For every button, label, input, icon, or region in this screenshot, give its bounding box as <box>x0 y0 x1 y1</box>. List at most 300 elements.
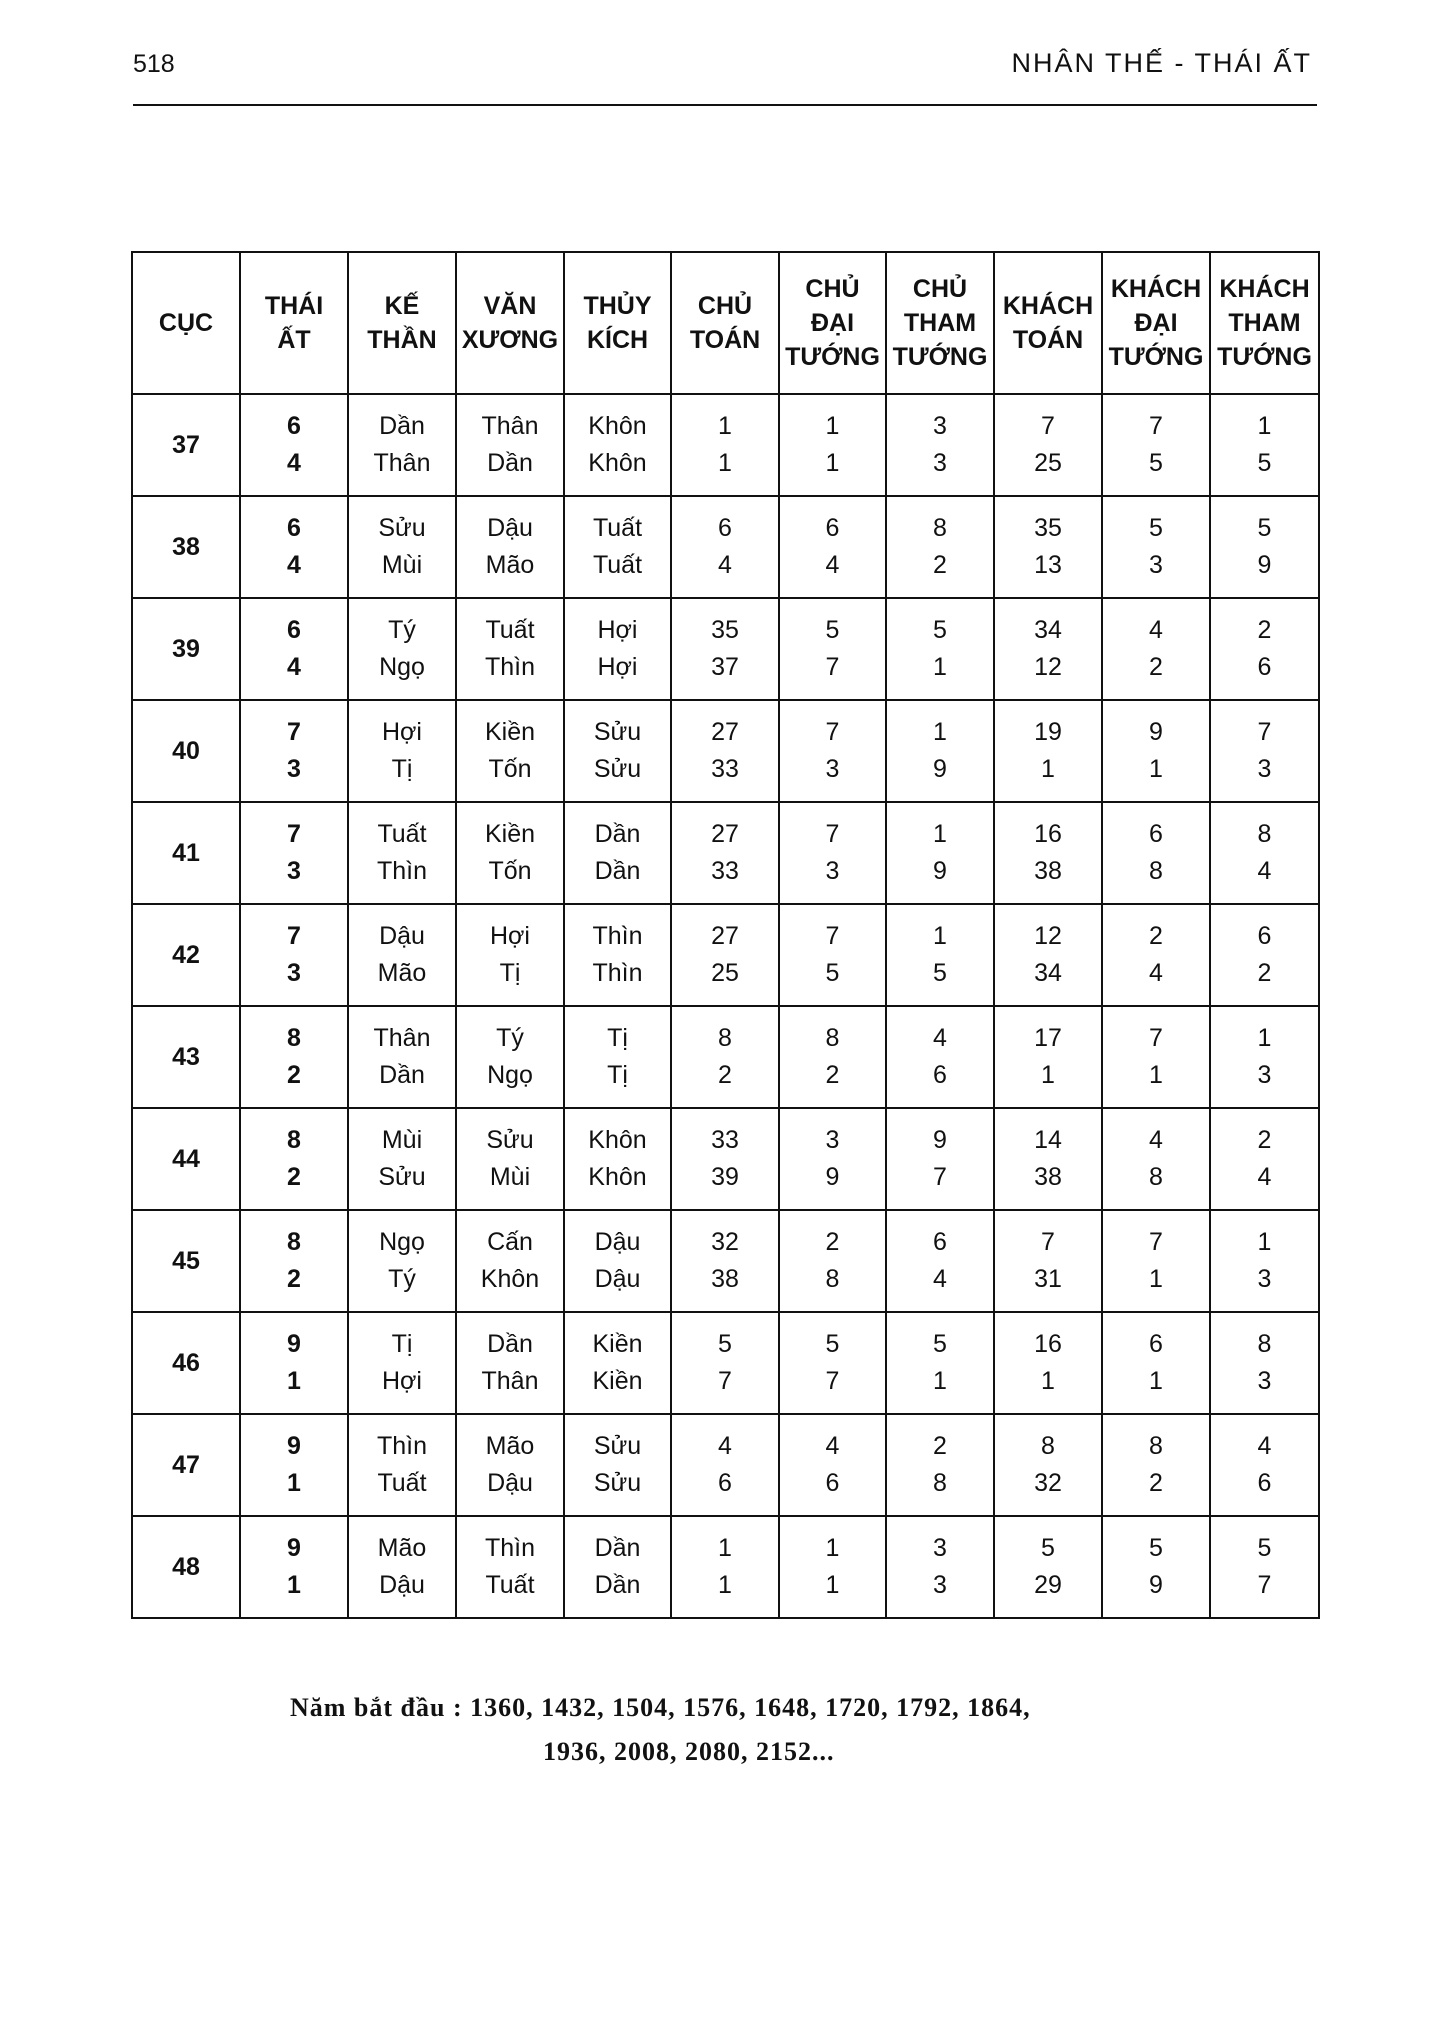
cell-value: Tị <box>391 1330 413 1358</box>
cell-value: 7 <box>1257 718 1272 746</box>
cell-value: Dậu <box>594 1265 641 1293</box>
table-cell <box>456 700 564 802</box>
table-cell <box>886 904 994 1006</box>
cell-value: 2 <box>1149 653 1163 681</box>
cuc-number: 45 <box>132 1210 240 1312</box>
cell-value: 2 <box>825 1228 840 1256</box>
table-cell <box>1210 1516 1319 1618</box>
cell-value: 7 <box>933 1163 947 1191</box>
column-header <box>564 252 671 394</box>
cell-value: Dậu <box>487 514 533 542</box>
table-cell <box>240 496 348 598</box>
cell-value: 2 <box>287 1061 301 1089</box>
cell-value: 7 <box>287 922 301 950</box>
column-header-line: CHỦ <box>697 292 753 320</box>
cell-value: 6 <box>1149 1330 1163 1358</box>
cell-value: 6 <box>933 1061 947 1089</box>
cell-value: Tý <box>388 1265 416 1293</box>
cell-value: Cấn <box>487 1228 533 1256</box>
cuc-number: 43 <box>132 1006 240 1108</box>
cell-value: 3 <box>933 1534 947 1562</box>
table-cell <box>779 1516 886 1618</box>
table-cell <box>348 598 456 700</box>
cell-value: 6 <box>825 1469 840 1497</box>
cuc-number: 37 <box>132 394 240 496</box>
cell-value: 16 <box>1034 820 1062 848</box>
column-header-line: TOÁN <box>689 326 761 354</box>
cell-value: 7 <box>825 718 840 746</box>
column-header-line: KHÁCH <box>1110 275 1202 303</box>
table-cell <box>564 1006 671 1108</box>
table-cell <box>456 1414 564 1516</box>
cell-value: Dậu <box>379 1571 425 1599</box>
cell-value: 7 <box>1041 412 1055 440</box>
table-cell <box>1102 1312 1210 1414</box>
cell-value: Mão <box>485 1432 535 1460</box>
table-cell <box>456 496 564 598</box>
table-cell <box>779 496 886 598</box>
table-cell <box>240 904 348 1006</box>
cell-value: 4 <box>718 1432 732 1460</box>
cell-value: 9 <box>287 1330 301 1358</box>
table-cell <box>671 1312 779 1414</box>
table-cell <box>779 598 886 700</box>
table-cell <box>1102 802 1210 904</box>
cell-value: 3 <box>1257 1061 1272 1089</box>
cell-value: 8 <box>718 1024 732 1052</box>
column-header-line: TƯỚNG <box>892 343 988 371</box>
footer-line-1: Năm bắt đầu : 1360, 1432, 1504, 1576, 1648, 1720, 1792, 1864, <box>290 1693 1031 1722</box>
table-cell <box>886 1414 994 1516</box>
cell-value: 1 <box>1149 1367 1163 1395</box>
table-cell <box>348 1516 456 1618</box>
cell-value: 3 <box>1257 1367 1272 1395</box>
column-header <box>1102 252 1210 394</box>
cell-value: Dần <box>594 820 641 848</box>
cell-value: Hợi <box>489 922 530 950</box>
cell-value: 1 <box>1149 1265 1163 1293</box>
cell-value: Dậu <box>379 922 425 950</box>
column-header <box>240 252 348 394</box>
cell-value: Tuất <box>485 616 535 644</box>
cell-value: 1 <box>1257 1024 1272 1052</box>
cell-value: Sửu <box>378 1163 426 1191</box>
table-cell <box>1102 598 1210 700</box>
table-cell <box>1102 394 1210 496</box>
cell-value: Sửu <box>593 1469 642 1497</box>
cell-value: 4 <box>287 551 301 579</box>
table-row <box>132 1414 1319 1516</box>
cell-value: Tuất <box>592 514 643 542</box>
cell-value: 5 <box>1257 514 1272 542</box>
cell-value: 9 <box>1149 1571 1163 1599</box>
header-row <box>132 252 1319 394</box>
table-cell <box>240 1210 348 1312</box>
cell-value: Kiền <box>592 1330 643 1358</box>
cell-value: 33 <box>711 1126 739 1154</box>
table-cell <box>240 1414 348 1516</box>
header-rule <box>133 104 1317 106</box>
column-header-line: THẦN <box>367 326 437 354</box>
column-header <box>779 252 886 394</box>
table-cell <box>1102 700 1210 802</box>
table-cell <box>348 1210 456 1312</box>
cell-value: 13 <box>1034 551 1062 579</box>
cell-value: 7 <box>287 820 301 848</box>
cell-value: 5 <box>1149 449 1163 477</box>
table-cell <box>994 1210 1102 1312</box>
cell-value: Khôn <box>588 449 647 477</box>
cell-value: Thân <box>481 412 539 440</box>
cell-value: 9 <box>287 1432 301 1460</box>
cell-value: Ngọ <box>379 653 425 681</box>
cell-value: Tuất <box>377 1469 427 1497</box>
cell-value: Kiền <box>484 820 536 848</box>
cell-value: 7 <box>1149 1024 1163 1052</box>
table-cell <box>1102 1210 1210 1312</box>
cell-value: 9 <box>1149 718 1163 746</box>
table-cell <box>994 802 1102 904</box>
cuc-number: 40 <box>132 700 240 802</box>
table-cell <box>564 1414 671 1516</box>
cell-value: Dần <box>594 857 641 885</box>
table-cell <box>564 1312 671 1414</box>
column-header <box>671 252 779 394</box>
cell-value: 1 <box>933 718 947 746</box>
cell-value: 34 <box>1034 959 1062 987</box>
cell-value: Dần <box>594 1534 641 1562</box>
cell-value: 16 <box>1034 1330 1062 1358</box>
table-cell <box>886 496 994 598</box>
cell-value: Tốn <box>488 857 532 885</box>
cell-value: 2 <box>933 1432 947 1460</box>
cell-value: 12 <box>1034 653 1062 681</box>
table-cell <box>671 394 779 496</box>
cell-value: 27 <box>711 718 739 746</box>
cell-value: 31 <box>1034 1265 1062 1293</box>
table-cell <box>456 802 564 904</box>
cell-value: 3 <box>825 755 840 783</box>
cell-value: Ngọ <box>379 1228 425 1256</box>
cell-value: 6 <box>718 514 732 542</box>
table-cell <box>564 802 671 904</box>
cell-value: 1 <box>933 653 947 681</box>
cell-value: 7 <box>1149 412 1163 440</box>
table-cell <box>994 1108 1102 1210</box>
cell-value: 2 <box>1257 959 1272 987</box>
cell-value: 6 <box>1257 653 1272 681</box>
cell-value: Ngọ <box>487 1061 533 1089</box>
cell-value: 1 <box>718 412 732 440</box>
table-cell <box>240 1006 348 1108</box>
table-cell <box>779 904 886 1006</box>
cell-value: Sửu <box>378 514 426 542</box>
cell-value: 9 <box>287 1534 301 1562</box>
cuc-table <box>131 251 1320 1619</box>
table-cell <box>1102 1108 1210 1210</box>
table-cell <box>1210 1210 1319 1312</box>
cell-value: 2 <box>1149 1469 1163 1497</box>
column-header-line: KÍCH <box>586 326 649 354</box>
cell-value: 38 <box>711 1265 739 1293</box>
cell-value: 6 <box>1257 1469 1272 1497</box>
table-cell <box>779 1210 886 1312</box>
cell-value: 6 <box>287 514 301 542</box>
column-header-line: XƯƠNG <box>461 326 559 354</box>
cell-value: Tị <box>607 1061 628 1089</box>
cell-value: 6 <box>718 1469 732 1497</box>
cell-value: Thân <box>481 1367 539 1395</box>
column-header-line: THÁI <box>264 292 324 320</box>
cell-value: Tuất <box>592 551 643 579</box>
table-cell <box>886 1516 994 1618</box>
cell-value: 5 <box>1257 1534 1272 1562</box>
column-header-line: TƯỚNG <box>1217 343 1312 371</box>
cell-value: 4 <box>287 653 301 681</box>
table-cell <box>886 598 994 700</box>
cell-value: 6 <box>1149 820 1163 848</box>
table-row <box>132 1210 1319 1312</box>
table-cell <box>456 1006 564 1108</box>
cell-value: 8 <box>1257 1330 1272 1358</box>
table-cell <box>456 1108 564 1210</box>
column-header-line: CỤC <box>158 309 214 337</box>
cell-value: 9 <box>933 1126 947 1154</box>
cell-value: 5 <box>825 616 840 644</box>
table-cell <box>456 1210 564 1312</box>
cell-value: 7 <box>825 820 840 848</box>
cell-value: 7 <box>825 653 840 681</box>
cell-value: Dần <box>487 449 533 477</box>
cell-value: 1 <box>1257 412 1272 440</box>
table-cell <box>1102 904 1210 1006</box>
table-cell <box>1102 1414 1210 1516</box>
table-row <box>132 904 1319 1006</box>
cell-value: 5 <box>825 1330 840 1358</box>
cell-value: Dần <box>594 1571 641 1599</box>
column-header-line: TOÁN <box>1012 326 1084 354</box>
table-cell <box>1102 1516 1210 1618</box>
cell-value: 6 <box>1257 922 1272 950</box>
cell-value: 3 <box>1257 755 1272 783</box>
column-header-line: KẾ <box>384 292 420 320</box>
table-cell <box>994 904 1102 1006</box>
footer-note <box>290 1686 1290 1774</box>
cell-value: 3 <box>825 857 840 885</box>
column-header-line: ĐẠI <box>1134 309 1178 337</box>
cell-value: 1 <box>825 1571 840 1599</box>
cell-value: 14 <box>1034 1126 1062 1154</box>
table-row <box>132 1312 1319 1414</box>
table-row <box>132 598 1319 700</box>
table-cell <box>994 700 1102 802</box>
cell-value: 7 <box>1257 1571 1272 1599</box>
table-cell <box>1210 700 1319 802</box>
table-cell <box>1210 394 1319 496</box>
table-cell <box>564 1516 671 1618</box>
cell-value: Thìn <box>376 857 428 885</box>
table-cell <box>1210 496 1319 598</box>
table-cell <box>994 598 1102 700</box>
table-cell <box>348 1006 456 1108</box>
cell-value: Thìn <box>484 1534 536 1562</box>
cell-value: 2 <box>1149 922 1163 950</box>
column-header <box>886 252 994 394</box>
cell-value: 2 <box>933 551 947 579</box>
cell-value: Mão <box>377 959 427 987</box>
table-cell <box>564 904 671 1006</box>
table-row <box>132 496 1319 598</box>
cell-value: 8 <box>287 1228 301 1256</box>
cell-value: Tị <box>391 755 413 783</box>
cell-value: 8 <box>933 1469 947 1497</box>
cell-value: 37 <box>711 653 739 681</box>
table-cell <box>886 1006 994 1108</box>
cell-value: 5 <box>933 616 947 644</box>
table-cell <box>564 496 671 598</box>
cell-value: Hợi <box>381 718 422 746</box>
cell-value: 4 <box>718 551 732 579</box>
cell-value: 9 <box>825 1163 840 1191</box>
table-cell <box>779 1312 886 1414</box>
cell-value: Dần <box>379 412 425 440</box>
cell-value: 8 <box>1149 1163 1163 1191</box>
table-cell <box>240 700 348 802</box>
cell-value: 1 <box>287 1367 301 1395</box>
cell-value: 1 <box>287 1469 301 1497</box>
cell-value: 6 <box>825 514 840 542</box>
table-row <box>132 394 1319 496</box>
table-cell <box>348 394 456 496</box>
cell-value: Khôn <box>588 412 647 440</box>
cell-value: Sửu <box>593 718 642 746</box>
cell-value: Mùi <box>489 1163 531 1191</box>
cell-value: Thìn <box>592 959 643 987</box>
cell-value: 2 <box>287 1163 301 1191</box>
cell-value: Hợi <box>597 653 638 681</box>
cell-value: 1 <box>1041 1367 1055 1395</box>
table-cell <box>348 1312 456 1414</box>
table-cell <box>240 1108 348 1210</box>
cuc-number: 47 <box>132 1414 240 1516</box>
table-cell <box>671 802 779 904</box>
table-cell <box>779 1414 886 1516</box>
column-header-line: THỦY <box>583 292 652 320</box>
cell-value: Thìn <box>592 922 643 950</box>
table-cell <box>1102 496 1210 598</box>
column-header-line: TƯỚNG <box>785 343 880 371</box>
table-cell <box>240 802 348 904</box>
cell-value: 4 <box>825 1432 840 1460</box>
footer-line-2: 1936, 2008, 2080, 2152... <box>543 1737 835 1766</box>
cell-value: Mùi <box>381 1126 423 1154</box>
cell-value: 8 <box>1149 1432 1163 1460</box>
cell-value: 8 <box>933 514 947 542</box>
cell-value: 39 <box>711 1163 739 1191</box>
cuc-number: 39 <box>132 598 240 700</box>
column-header <box>456 252 564 394</box>
cell-value: 4 <box>1257 1163 1272 1191</box>
cell-value: 7 <box>287 718 301 746</box>
table-cell <box>1102 1006 1210 1108</box>
table-cell <box>348 904 456 1006</box>
cell-value: 1 <box>718 449 732 477</box>
table-cell <box>671 700 779 802</box>
column-header <box>132 252 240 394</box>
cell-value: 27 <box>711 820 739 848</box>
cell-value: 33 <box>711 857 739 885</box>
cell-value: 32 <box>711 1228 739 1256</box>
cell-value: Khôn <box>588 1163 647 1191</box>
cell-value: Tuất <box>485 1571 535 1599</box>
cell-value: 35 <box>1034 514 1062 542</box>
cuc-number: 48 <box>132 1516 240 1618</box>
table-cell <box>240 1516 348 1618</box>
cell-value: 8 <box>825 1265 840 1293</box>
cell-value: 8 <box>1149 857 1163 885</box>
cell-value: 3 <box>825 1126 840 1154</box>
cell-value: 4 <box>933 1265 947 1293</box>
cell-value: 32 <box>1034 1469 1062 1497</box>
cell-value: Mão <box>485 551 535 579</box>
cell-value: 19 <box>1034 718 1062 746</box>
cell-value: 3 <box>1149 551 1163 579</box>
cell-value: 3 <box>1257 1265 1272 1293</box>
cell-value: 27 <box>711 922 739 950</box>
cell-value: 3 <box>287 959 301 987</box>
column-header <box>348 252 456 394</box>
cell-value: 5 <box>933 1330 947 1358</box>
column-header <box>1210 252 1319 394</box>
cell-value: Dần <box>379 1061 425 1089</box>
column-header-line: CHỦ <box>805 275 860 303</box>
table-row <box>132 1516 1319 1618</box>
cell-value: 4 <box>287 449 301 477</box>
table-cell <box>886 1108 994 1210</box>
table-cell <box>779 1108 886 1210</box>
cuc-number: 46 <box>132 1312 240 1414</box>
cell-value: 8 <box>287 1126 301 1154</box>
cell-value: 1 <box>825 449 840 477</box>
cell-value: 38 <box>1034 857 1062 885</box>
cell-value: 5 <box>933 959 947 987</box>
table-cell <box>348 802 456 904</box>
column-header-line: KHÁCH <box>1002 292 1094 320</box>
table-cell <box>240 394 348 496</box>
cell-value: 8 <box>287 1024 301 1052</box>
table-cell <box>348 1414 456 1516</box>
table-cell <box>456 394 564 496</box>
cell-value: 7 <box>1149 1228 1163 1256</box>
cell-value: 25 <box>711 959 739 987</box>
cell-value: 3 <box>933 449 947 477</box>
cell-value: 1 <box>1149 1061 1163 1089</box>
cell-value: 4 <box>1149 959 1163 987</box>
cell-value: Dậu <box>487 1469 533 1497</box>
cell-value: 4 <box>825 551 840 579</box>
cell-value: 1 <box>933 922 947 950</box>
table-cell <box>1210 904 1319 1006</box>
column-header-line: CHỦ <box>912 275 968 303</box>
cell-value: Tị <box>607 1024 628 1052</box>
page-number: 518 <box>133 50 175 78</box>
table-cell <box>456 1312 564 1414</box>
cell-value: 8 <box>1257 820 1272 848</box>
cell-value: 1 <box>1041 1061 1055 1089</box>
table-cell <box>456 1516 564 1618</box>
cell-value: 6 <box>933 1228 947 1256</box>
cell-value: 35 <box>711 616 739 644</box>
